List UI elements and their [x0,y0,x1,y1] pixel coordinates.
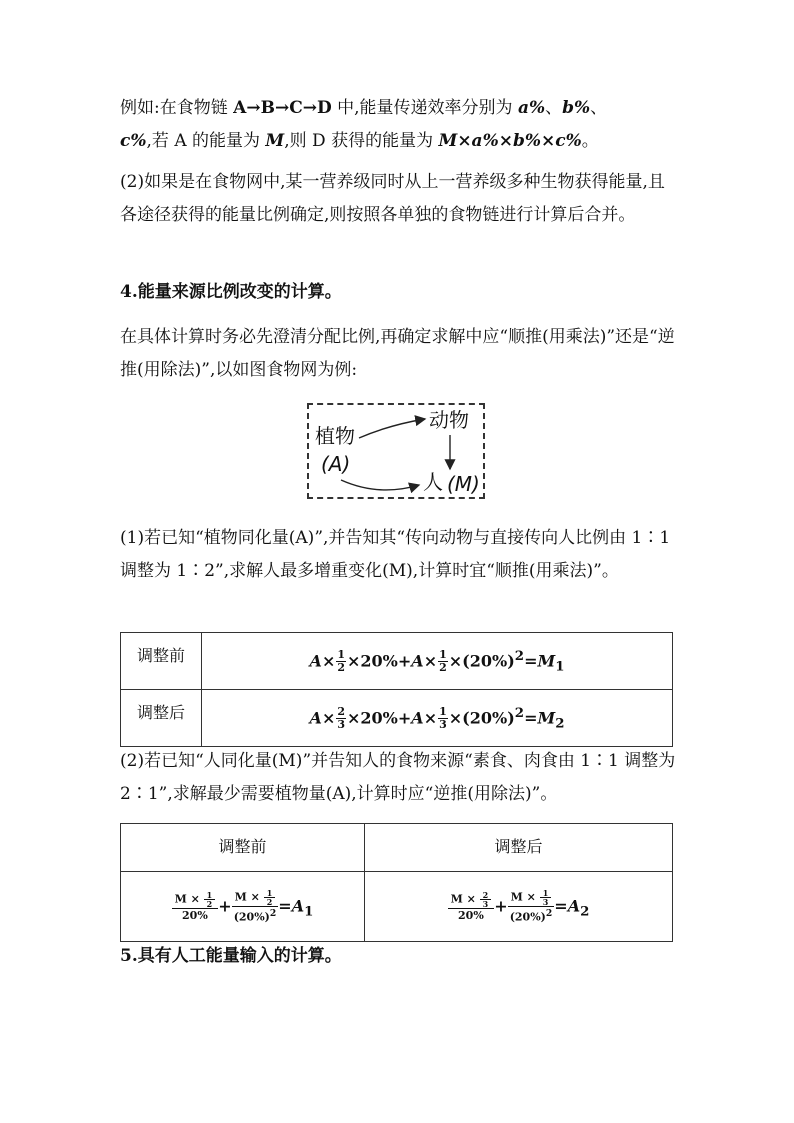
section-heading-5: 5.具有人工能量输入的计算。 [120,946,342,966]
text: ×20%+ [347,708,412,728]
plant-label: 植物 [315,424,355,448]
row-label-before: 调整前 [121,633,202,690]
equals: = [524,708,538,728]
denominator: 2 [206,898,213,909]
text: ,则 D 获得的能量为 [284,131,439,151]
numerator [508,889,555,907]
times: × [423,651,438,671]
var-a: A [309,708,322,728]
text: M × [450,892,476,905]
numerator: 1 [540,889,552,898]
mini-fraction [540,889,552,906]
food-web-figure [307,403,485,499]
equals: = [278,896,292,915]
denominator [232,907,279,925]
denominator: 3 [337,718,345,732]
numerator: 1 [264,889,276,898]
plant-symbol: (A) [321,452,351,476]
numerator [448,891,495,909]
fraction [232,889,279,925]
var-a: A [411,651,424,671]
numerator: 2 [480,891,492,900]
arrow-plant-to-animal [359,419,425,438]
denominator: 20% [458,908,484,922]
text: 中,能量传递效率分别为 [331,98,518,118]
text: (20%) [509,910,546,924]
exponent: 2 [269,907,277,919]
table-row [121,690,673,747]
equals: = [524,651,538,671]
plus: + [494,896,508,915]
var-a: A [411,708,424,728]
subscript: 1 [304,903,314,920]
text: 、 [590,98,608,118]
table-row [121,633,673,690]
forward-calc-paragraph: (1)若已知“植物同化量(A)”,并告知其“传向动物与直接传向人比例由 1∶1 调整为 1∶2”,求解人最多增重变化(M),计算时宜“顺推(用乘法)”。 [120,528,671,581]
food-chain: A→B→C→D [233,98,332,118]
text: 。 [581,131,599,151]
exponent: 2 [545,907,553,919]
header-before: 调整前 [121,824,365,872]
var-m: M [537,708,556,728]
var-m: M [537,651,556,671]
exponent: 2 [514,647,525,664]
plus: + [218,896,232,915]
denominator: 2 [266,896,273,907]
text: M × [174,892,200,905]
efficiency-a: a% [517,98,546,118]
times: × [321,651,336,671]
formula-before [202,633,673,690]
arrow-plant-to-human [341,480,419,490]
animal-label: 动物 [429,408,469,432]
numerator [232,889,279,907]
subscript: 2 [580,903,590,920]
denominator: 2 [439,661,447,675]
formula-after [365,872,673,942]
energy-m: M [265,131,285,151]
text: 、 [545,98,563,118]
numerator: 1 [337,648,345,662]
section-heading-4: 4.能量来源比例改变的计算。 [120,282,342,302]
times: × [321,708,336,728]
formula-before [121,872,365,942]
fraction [438,706,448,731]
denominator: 20% [182,908,208,922]
table-row [121,824,673,872]
fraction [448,891,495,923]
efficiency-b: b% [562,98,591,118]
text: (20%) [233,910,270,924]
fraction [336,706,346,731]
text: 例如:在食物链 [120,98,234,118]
mini-fraction [480,891,492,908]
var-a: A [309,651,322,671]
numerator: 1 [439,648,447,662]
human-label: 人 [423,470,443,494]
numerator: 1 [204,891,216,900]
denominator: 2 [337,661,345,675]
row-label-after: 调整后 [121,690,202,747]
fraction [336,649,346,674]
backward-calc-table [120,823,673,942]
header-after: 调整后 [365,824,673,872]
numerator: 2 [337,705,345,719]
table-row [121,872,673,942]
var-a: A [567,896,581,915]
text: M × [234,890,260,904]
forward-calc-table [120,632,673,747]
backward-calc-paragraph: (2)若已知“人同化量(M)”并告知人的食物来源“素食、肉食由 1∶1 调整为 2∶1”,求解最少需要植物量(A),计算时应“逆推(用除法)”。 [120,751,676,804]
fraction [438,649,448,674]
fraction [508,889,555,925]
food-web-paragraph: (2)如果是在食物网中,某一营养级同时从上一营养级多种生物获得能量,且各途径获得的能量比例确定,则按照各单独的食物链进行计算后合并。 [120,172,665,225]
fraction [172,891,219,923]
subscript: 2 [555,715,565,732]
equals: = [554,896,568,915]
text: ,若 A 的能量为 [146,131,266,151]
text: ×(20%) [448,651,515,671]
text: M × [510,890,536,904]
example-paragraph [120,92,676,158]
subscript: 1 [555,658,565,675]
denominator: 3 [482,898,489,909]
numerator: 1 [439,705,447,719]
text: ×20%+ [347,651,412,671]
energy-formula: M×a%×b%×c% [438,131,582,151]
var-a: A [291,896,305,915]
method-paragraph: 在具体计算时务必先澄清分配比例,再确定求解中应“顺推(用乘法)”还是“逆推(用除法)”,以如图食物网为例: [120,327,675,380]
text: ×(20%) [448,708,515,728]
times: × [423,708,438,728]
numerator [172,891,219,909]
mini-fraction [264,889,276,906]
mini-fraction [204,891,216,908]
denominator [508,907,555,925]
denominator: 3 [542,896,549,907]
formula-after [202,690,673,747]
human-symbol: (M) [447,472,480,496]
efficiency-c: c% [120,131,147,151]
exponent: 2 [514,704,525,721]
denominator: 3 [439,718,447,732]
